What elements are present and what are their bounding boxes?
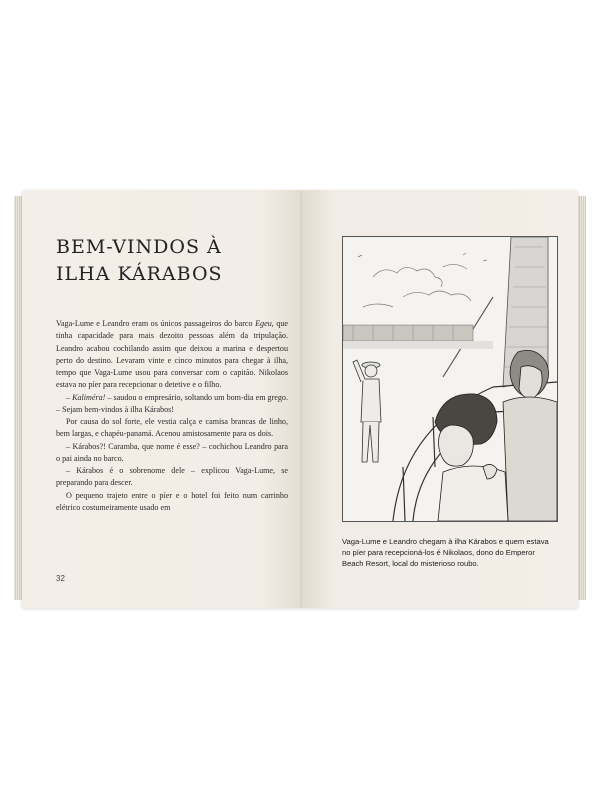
illustration-caption: Vaga-Lume e Leandro chegam à ilha Kárabos e quem estava no píer para recepcioná-los é Nikolaos, dono do Emperor Beach Resort, local do misterioso roubo. — [342, 537, 549, 568]
paragraph-5: – Kárabos é o sobrenome dele – explicou Vaga-Lume, se preparando para descer. — [56, 466, 288, 488]
paragraph-6: O pequeno trajeto entre o píer e o hotel foi feito num carrinho elétrico costumeiramente usado em — [56, 490, 288, 512]
paragraph-3: Por causa do sol forte, ele vestia calça e camisa brancas de linho, bem largas, e chapéu-panamá. Acenou amistosamente para os dois. — [56, 417, 288, 439]
right-page — [302, 190, 578, 608]
body-text — [56, 318, 288, 514]
sketch-boat-scene-icon — [342, 236, 558, 522]
page-number: 32 — [56, 574, 65, 583]
chapter-title — [56, 234, 286, 288]
illustration-svg — [343, 237, 557, 521]
paragraph-1: Vaga-Lume e Leandro eram os únicos passageiros do barco Egeu, que tinha capacidade para mais dezoito pessoas além da tripulação. Leandro acabou cochilando assim que deixou a marina e despertou perto do destino. Levaram vinte e cinco minutos para chegar à ilha, tempo que Vaga-Lume usou para conversar com o capitão. Nikolaos estava no píer para recepcionar o detetive e o filho. — [56, 319, 289, 390]
paragraph-4: – Kárabos?! Caramba, que nome é esse? – cochichou Leandro para o pai ainda no barco. — [56, 441, 288, 463]
open-book — [14, 190, 586, 610]
paragraph-2: – Kaliméra! – saudou o empresário, soltando um bom-dia em grego. – Sejam bem-vindos à ilha Kárabos! — [56, 392, 288, 414]
left-page — [22, 190, 302, 608]
chapter-title-line1: BEM-VINDOS À — [56, 236, 222, 258]
chapter-title-line2: ILHA KÁRABOS — [56, 263, 223, 285]
